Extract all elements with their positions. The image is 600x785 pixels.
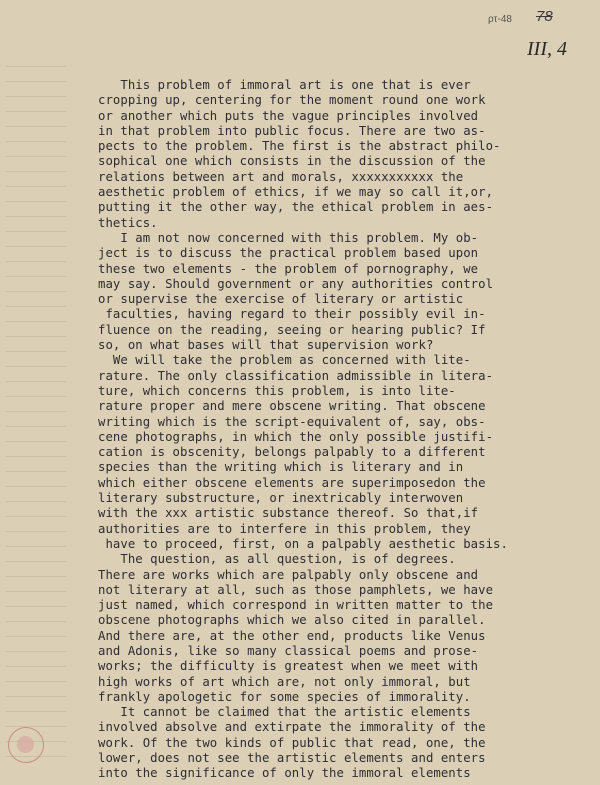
text-line: so, on what bases will that supervision work? bbox=[98, 338, 434, 353]
handwritten-page-mark: III, 4 bbox=[527, 38, 567, 60]
text-line: these two elements - the problem of pornography, we bbox=[98, 261, 479, 276]
text-line: And there are, at the other end, products like Venus bbox=[98, 628, 486, 643]
text-line: ject is to discuss the practical problem based upon bbox=[98, 246, 479, 261]
text-line: relations between art and morals, xxxxxxxxxxx the bbox=[98, 169, 464, 184]
text-line: or another which puts the vague principles involved bbox=[98, 108, 479, 123]
text-line: putting it the other way, the ethical problem in aes- bbox=[98, 200, 494, 215]
text-line: literary substructure, or inextricably interwoven bbox=[98, 491, 464, 506]
text-line: works; the difficulty is greatest when we meet with bbox=[98, 659, 479, 674]
stamp-seal bbox=[17, 736, 34, 753]
text-line: species than the writing which is literary and in bbox=[98, 460, 464, 475]
text-line: faculties, having regard to their possibly evil in- bbox=[98, 307, 486, 322]
text-line: high works of art which are, not only immoral, but bbox=[98, 674, 471, 689]
text-line: authorities are to interfere in this problem, they bbox=[98, 521, 471, 536]
text-line: involved absolve and extirpate the immorality of the bbox=[98, 720, 486, 735]
text-line: or supervise the exercise of literary or artistic bbox=[98, 292, 464, 307]
text-line: It cannot be claimed that the artistic elements bbox=[98, 705, 471, 720]
text-line: work. Of the two kinds of public that read, one, the bbox=[98, 735, 486, 750]
text-line: I am not now concerned with this problem. My ob- bbox=[98, 230, 479, 245]
text-line: into the significance of only the immoral elements bbox=[98, 766, 471, 781]
typewritten-body bbox=[98, 78, 598, 782]
text-line: lower, does not see the artistic elements and enters bbox=[98, 751, 486, 766]
text-line: pects to the problem. The first is the abstract philo- bbox=[98, 139, 501, 154]
text-line: We will take the problem as concerned with lite- bbox=[98, 353, 471, 368]
text-line: ture, which concerns this problem, is into lite- bbox=[98, 383, 456, 398]
text-line: rature. The only classification admissible in litera- bbox=[98, 368, 494, 383]
text-line: This problem of immoral art is one that is ever bbox=[98, 78, 471, 92]
text-line: rature proper and mere obscene writing. That obscene bbox=[98, 399, 486, 414]
text-line: in that problem into public focus. There are two as- bbox=[98, 123, 486, 138]
text-line: frankly apologetic for some species of immorality. bbox=[98, 689, 471, 704]
library-stamp-icon bbox=[8, 727, 44, 763]
archive-number: 78 bbox=[536, 8, 553, 25]
text-line: which either obscene elements are superimposedon the bbox=[98, 475, 486, 490]
text-line: just named, which correspond in written matter to the bbox=[98, 598, 494, 613]
text-line: aesthetic problem of ethics, if we may so call it,or, bbox=[98, 185, 494, 200]
text-line: The question, as all question, is of degrees. bbox=[98, 552, 456, 567]
text-line: cene photographs, in which the only possible justifi- bbox=[98, 429, 494, 444]
text-line: sophical one which consists in the discussion of the bbox=[98, 154, 486, 169]
archive-reference: ρτ-48 bbox=[488, 14, 512, 25]
text-line: have to proceed, first, on a palpably aesthetic basis. bbox=[98, 536, 508, 551]
text-line: There are works which are palpably only obscene and bbox=[98, 567, 479, 582]
text-line: with the xxx artistic substance thereof. So that,if bbox=[98, 506, 479, 521]
text-line: cropping up, centering for the moment round one work bbox=[98, 93, 486, 108]
text-line: obscene photographs which we also cited in parallel. bbox=[98, 613, 486, 628]
text-line: thetics. bbox=[98, 215, 158, 230]
text-line: may say. Should government or any authorities control bbox=[98, 276, 494, 291]
text-line: and Adonis, like so many classical poems and prose- bbox=[98, 643, 479, 658]
text-line: not literary at all, such as those pamphlets, we have bbox=[98, 582, 494, 597]
text-line: fluence on the reading, seeing or hearing public? If bbox=[98, 322, 486, 337]
text-line: writing which is the script-equivalent of, say, obs- bbox=[98, 414, 486, 429]
text-line: cation is obscenity, belongs palpably to a different bbox=[98, 445, 486, 460]
bleed-through-shadow bbox=[6, 60, 66, 760]
